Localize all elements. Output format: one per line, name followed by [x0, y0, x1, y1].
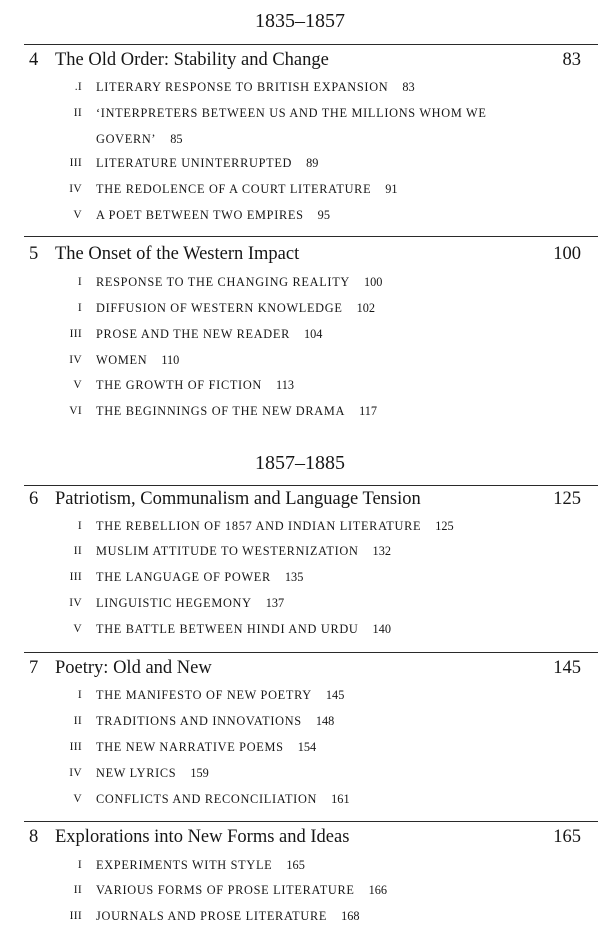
section-entry[interactable]: [0, 619, 600, 639]
section-title: PROSE AND THE NEW READER 104: [96, 327, 323, 341]
chapter-page: 100: [553, 244, 581, 264]
section-page: 95: [317, 208, 330, 222]
section-page: 154: [297, 740, 317, 754]
chapter-number: 8: [29, 827, 39, 847]
section-number: III: [69, 741, 82, 753]
chapter-page: 145: [553, 658, 581, 678]
section-page: 102: [356, 301, 376, 315]
section-page: 100: [364, 275, 383, 289]
section-title: THE BEGINNINGS OF THE NEW DRAMA 117: [96, 404, 378, 418]
section-page: 168: [341, 909, 360, 923]
section-entry[interactable]: [0, 880, 600, 900]
section-page: 85: [170, 132, 183, 146]
section-number: III: [69, 910, 82, 922]
chapter-number: 7: [29, 658, 39, 678]
section-number: IV: [69, 597, 82, 609]
section-title: RESPONSE TO THE CHANGING REALITY 100: [96, 275, 383, 289]
section-number: I: [77, 520, 82, 532]
section-number: II: [73, 884, 82, 896]
section-number: II: [73, 107, 82, 119]
section-entry[interactable]: [0, 179, 600, 199]
section-page: 135: [284, 570, 304, 584]
section-number: IV: [69, 183, 82, 195]
section-page: 166: [368, 883, 388, 897]
section-number: III: [69, 571, 82, 583]
section-title: THE REDOLENCE OF A COURT LITERATURE 91: [96, 182, 398, 196]
section-entry[interactable]: [0, 375, 600, 395]
section-number: III: [69, 157, 82, 169]
section-title: EXPERIMENTS WITH STYLE 165: [96, 858, 305, 872]
section-number: I: [77, 276, 82, 288]
section-entry[interactable]: [0, 685, 600, 705]
section-entry[interactable]: [0, 906, 600, 926]
chapter-rule: [24, 44, 598, 45]
section-title: A POET BETWEEN TWO EMPIRES 95: [96, 208, 330, 222]
section-page: 113: [276, 378, 295, 392]
section-title: MUSLIM ATTITUDE TO WESTERNIZATION 132: [96, 544, 391, 558]
chapter-entry[interactable]: [0, 825, 600, 849]
chapter-title: The Old Order: Stability and Change: [55, 50, 329, 70]
section-entry[interactable]: [0, 77, 600, 97]
section-entry[interactable]: [0, 541, 600, 561]
section-page: 148: [315, 714, 335, 728]
chapter-entry[interactable]: [0, 48, 600, 72]
section-number: .I: [74, 81, 82, 93]
section-title: LITERATURE UNINTERRUPTED 89: [96, 156, 319, 170]
section-number: IV: [69, 767, 82, 779]
section-title: THE BATTLE BETWEEN HINDI AND URDU 140: [96, 622, 391, 636]
section-page: 110: [161, 353, 180, 367]
section-number: V: [73, 623, 82, 635]
period-heading: 1835–1857: [255, 10, 345, 32]
section-number: VI: [69, 405, 82, 417]
section-number: II: [73, 715, 82, 727]
section-page: 159: [190, 766, 209, 780]
chapter-page: 83: [562, 50, 581, 70]
section-title: NEW LYRICS 159: [96, 766, 209, 780]
section-entry[interactable]: [0, 737, 600, 757]
section-entry[interactable]: [0, 855, 600, 875]
section-number: V: [73, 379, 82, 391]
chapter-number: 4: [29, 50, 39, 70]
chapter-page: 125: [553, 489, 581, 509]
section-entry[interactable]: [0, 298, 600, 318]
section-number: V: [73, 209, 82, 221]
section-title: ‘INTERPRETERS BETWEEN US AND THE MILLIONS WHOM WE GOVERN’ 85: [96, 106, 487, 146]
section-title: TRADITIONS AND INNOVATIONS 148: [96, 714, 335, 728]
section-entry[interactable]: [0, 350, 600, 370]
section-entry[interactable]: [0, 763, 600, 783]
section-entry[interactable]: [0, 516, 600, 536]
chapter-rule: [24, 652, 598, 653]
section-page: 137: [265, 596, 285, 610]
section-page: 104: [303, 327, 323, 341]
chapter-entry[interactable]: [0, 242, 600, 266]
section-title: WOMEN 110: [96, 353, 180, 367]
chapter-title: Poetry: Old and New: [55, 658, 212, 678]
chapter-number: 6: [29, 489, 39, 509]
section-number: I: [77, 689, 82, 701]
section-entry[interactable]: [0, 324, 600, 344]
section-number: IV: [69, 354, 82, 366]
chapter-page: 165: [553, 827, 581, 847]
section-page: 91: [385, 182, 398, 196]
section-page: 83: [402, 80, 415, 94]
section-title: CONFLICTS AND RECONCILIATION 161: [96, 792, 350, 806]
section-title: LINGUISTIC HEGEMONY 137: [96, 596, 285, 610]
section-entry[interactable]: [0, 567, 600, 587]
chapter-number: 5: [29, 244, 39, 264]
section-entry[interactable]: [0, 711, 600, 731]
chapter-rule: [24, 821, 598, 822]
period-heading: 1857–1885: [255, 452, 345, 474]
section-entry[interactable]: [0, 103, 600, 149]
section-title: VARIOUS FORMS OF PROSE LITERATURE 166: [96, 883, 388, 897]
section-entry[interactable]: [0, 153, 600, 173]
section-title: THE MANIFESTO OF NEW POETRY 145: [96, 688, 345, 702]
chapter-rule: [24, 485, 598, 486]
section-page: 89: [306, 156, 319, 170]
section-page: 145: [325, 688, 345, 702]
chapter-title: Explorations into New Forms and Ideas: [55, 827, 350, 847]
section-entry[interactable]: [0, 789, 600, 809]
section-title: JOURNALS AND PROSE LITERATURE 168: [96, 909, 360, 923]
section-entry[interactable]: [0, 401, 600, 421]
section-page: 117: [359, 404, 378, 418]
chapter-rule: [24, 236, 598, 237]
section-entry[interactable]: [0, 272, 600, 292]
section-title: LITERARY RESPONSE TO BRITISH EXPANSION 83: [96, 80, 415, 94]
section-number: III: [69, 328, 82, 340]
chapter-entry[interactable]: [0, 656, 600, 680]
section-title: DIFFUSION OF WESTERN KNOWLEDGE 102: [96, 301, 376, 315]
section-entry[interactable]: [0, 593, 600, 613]
section-title: THE LANGUAGE OF POWER 135: [96, 570, 304, 584]
section-page: 140: [372, 622, 391, 636]
chapter-title: The Onset of the Western Impact: [55, 244, 300, 264]
section-title: THE GROWTH OF FICTION 113: [96, 378, 295, 392]
chapter-entry[interactable]: [0, 487, 600, 511]
chapter-title: Patriotism, Communalism and Language Tension: [55, 489, 421, 509]
section-page: 125: [435, 519, 454, 533]
section-entry[interactable]: [0, 205, 600, 225]
section-number: I: [77, 302, 82, 314]
section-number: II: [73, 545, 82, 557]
section-title: THE NEW NARRATIVE POEMS 154: [96, 740, 317, 754]
section-page: 132: [372, 544, 391, 558]
section-number: I: [77, 859, 82, 871]
section-page: 161: [331, 792, 350, 806]
section-title: THE REBELLION OF 1857 AND INDIAN LITERATURE 125: [96, 519, 454, 533]
section-number: V: [73, 793, 82, 805]
section-page: 165: [286, 858, 305, 872]
